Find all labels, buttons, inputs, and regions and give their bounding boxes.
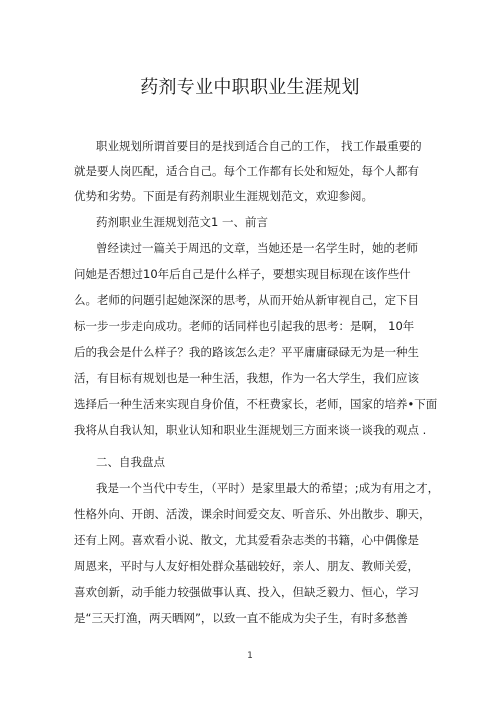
body-line-14: 我是一个当代中专生，（平时）是家里最大的希望；;成为有用之才，	[96, 481, 440, 495]
body-line-5: 曾经读过一篇关于周迅的文章，当她还是一名学生时，她的老师	[96, 241, 418, 255]
body-line-9: 后的我会是什么样子？我的路该怎么走？平平庸庸碌碌无为是一种生	[74, 345, 419, 359]
body-line-6: 问她是否想过10年后自己是什么样子，要想实现目标现在该作些什	[74, 267, 411, 281]
body-line-10: 活，有目标有规划也是一种生活，我想，作为一名大学生，我们应该	[74, 371, 419, 385]
page-number: 1	[247, 651, 253, 661]
body-line-11: 选择后一种生活来实现自身价值，不枉费家长，老师，国家的培养•下面	[74, 397, 438, 411]
body-line-8: 标一步一步走向成功。老师的话同样也引起我的思考：是啊， 10年	[74, 319, 415, 333]
body-line-7: 么。老师的问题引起她深深的思考，从而开始从新审视自己，定下目	[74, 293, 419, 307]
section-heading-preface: 药剂职业生涯规划范文1 一、前言	[96, 215, 268, 229]
body-line-15: 性格外向、开朗、活泼，课余时间爱交友、听音乐、外出散步、聊天，	[74, 507, 431, 521]
body-line-16: 还有上网。喜欢看小说、散文，尤其爱看杂志类的书籍，心中偶像是	[74, 533, 419, 547]
body-line-18: 喜欢创新，动手能力较强做事认真、投入，但缺乏毅力、恒心，学习	[74, 585, 419, 599]
section-heading-self-review: 二、自我盘点	[96, 455, 165, 469]
body-line-2: 就是要人岗匹配，适合自己。每个工作都有长处和短处，每个人都有	[74, 164, 419, 178]
body-line-19: 是“三天打渔，两天晒网”，以致一直不能成为尖子生，有时多愁善	[74, 611, 408, 625]
body-line-12: 我将从自我认知，职业认知和职业生涯规划三方面来谈一谈我的观点 .	[74, 423, 427, 437]
document-title: 药剂专业中职职业生涯规划	[140, 77, 360, 98]
body-line-17: 周恩来，平时与人友好相处群众基础较好，亲人、朋友、教师关爱，	[74, 559, 419, 573]
body-line-1: 职业规划所谓首要目的是找到适合自己的工作， 找工作最重要的	[96, 139, 422, 153]
body-line-3: 优势和劣势。下面是有药剂职业生涯规划范文，欢迎参阅。	[74, 189, 373, 203]
